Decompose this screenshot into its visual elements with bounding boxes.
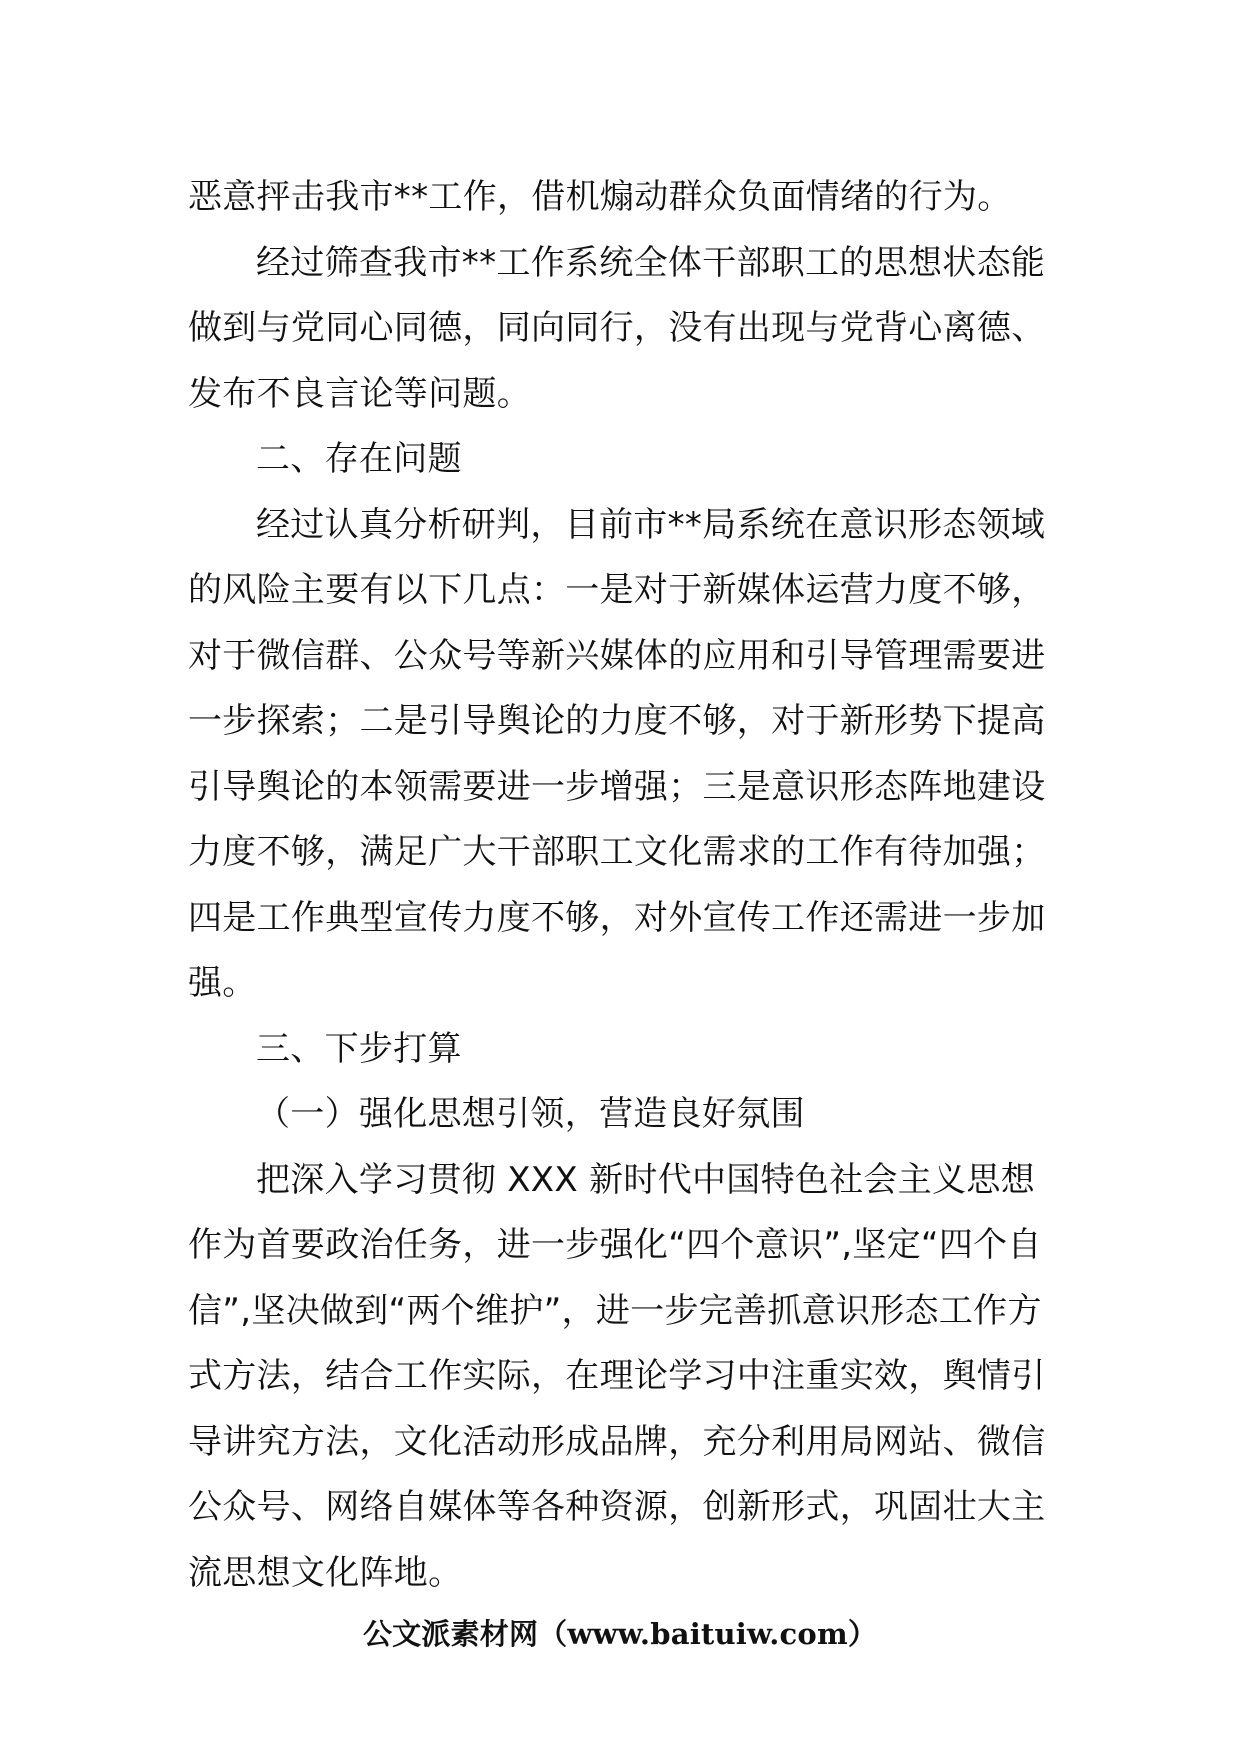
- paragraph-1: 恶意抨击我市**工作，借机煽动群众负面情绪的行为。: [188, 177, 1012, 217]
- section-heading-2: 二、存在问题: [256, 439, 462, 479]
- paragraph-4: 把深入学习贯彻 XXX 新时代中国特色社会主义思想作为首要政治任务，进一步强化“四个意识”,坚定“四个自信”,坚决做到“两个维护”，进一步完善抓意识形态工作方式方法，结合工作实际，在理论学习中注重实效，舆情引导讲究方法，文化活动形成品牌，充分利用局网站、微信公众号、网络自媒体等各种资源，创新形式，巩固壮大主流思想文化阵地。: [188, 1159, 1046, 1593]
- subsection-heading-1: （一）强化思想引领，营造良好氛围: [256, 1094, 805, 1134]
- paragraph-2: 经过筛查我市**工作系统全体干部职工的思想状态能做到与党同心同德，同向同行，没有出现与党背心离德、发布不良言论等问题。: [188, 242, 1046, 414]
- footer-source: 公文派素材网（www.baituiw.com）: [362, 1617, 878, 1651]
- document-body: [188, 165, 1052, 1606]
- section-heading-3: 三、下步打算: [256, 1028, 462, 1069]
- paragraph-3: 经过认真分析研判，目前市**局系统在意识形态领域的风险主要有以下几点：一是对于新媒体运营力度不够，对于微信群、公众号等新兴媒体的应用和引导管理需要进一步探索；二是引导舆论的力度不够，对于新形势下提高引导舆论的本领需要进一步增强；三是意识形态阵地建设力度不够，满足广大干部职工文化需求的工作有待加强；四是工作典型宣传力度不够，对外宣传工作还需进一步加强。: [188, 504, 1046, 1003]
